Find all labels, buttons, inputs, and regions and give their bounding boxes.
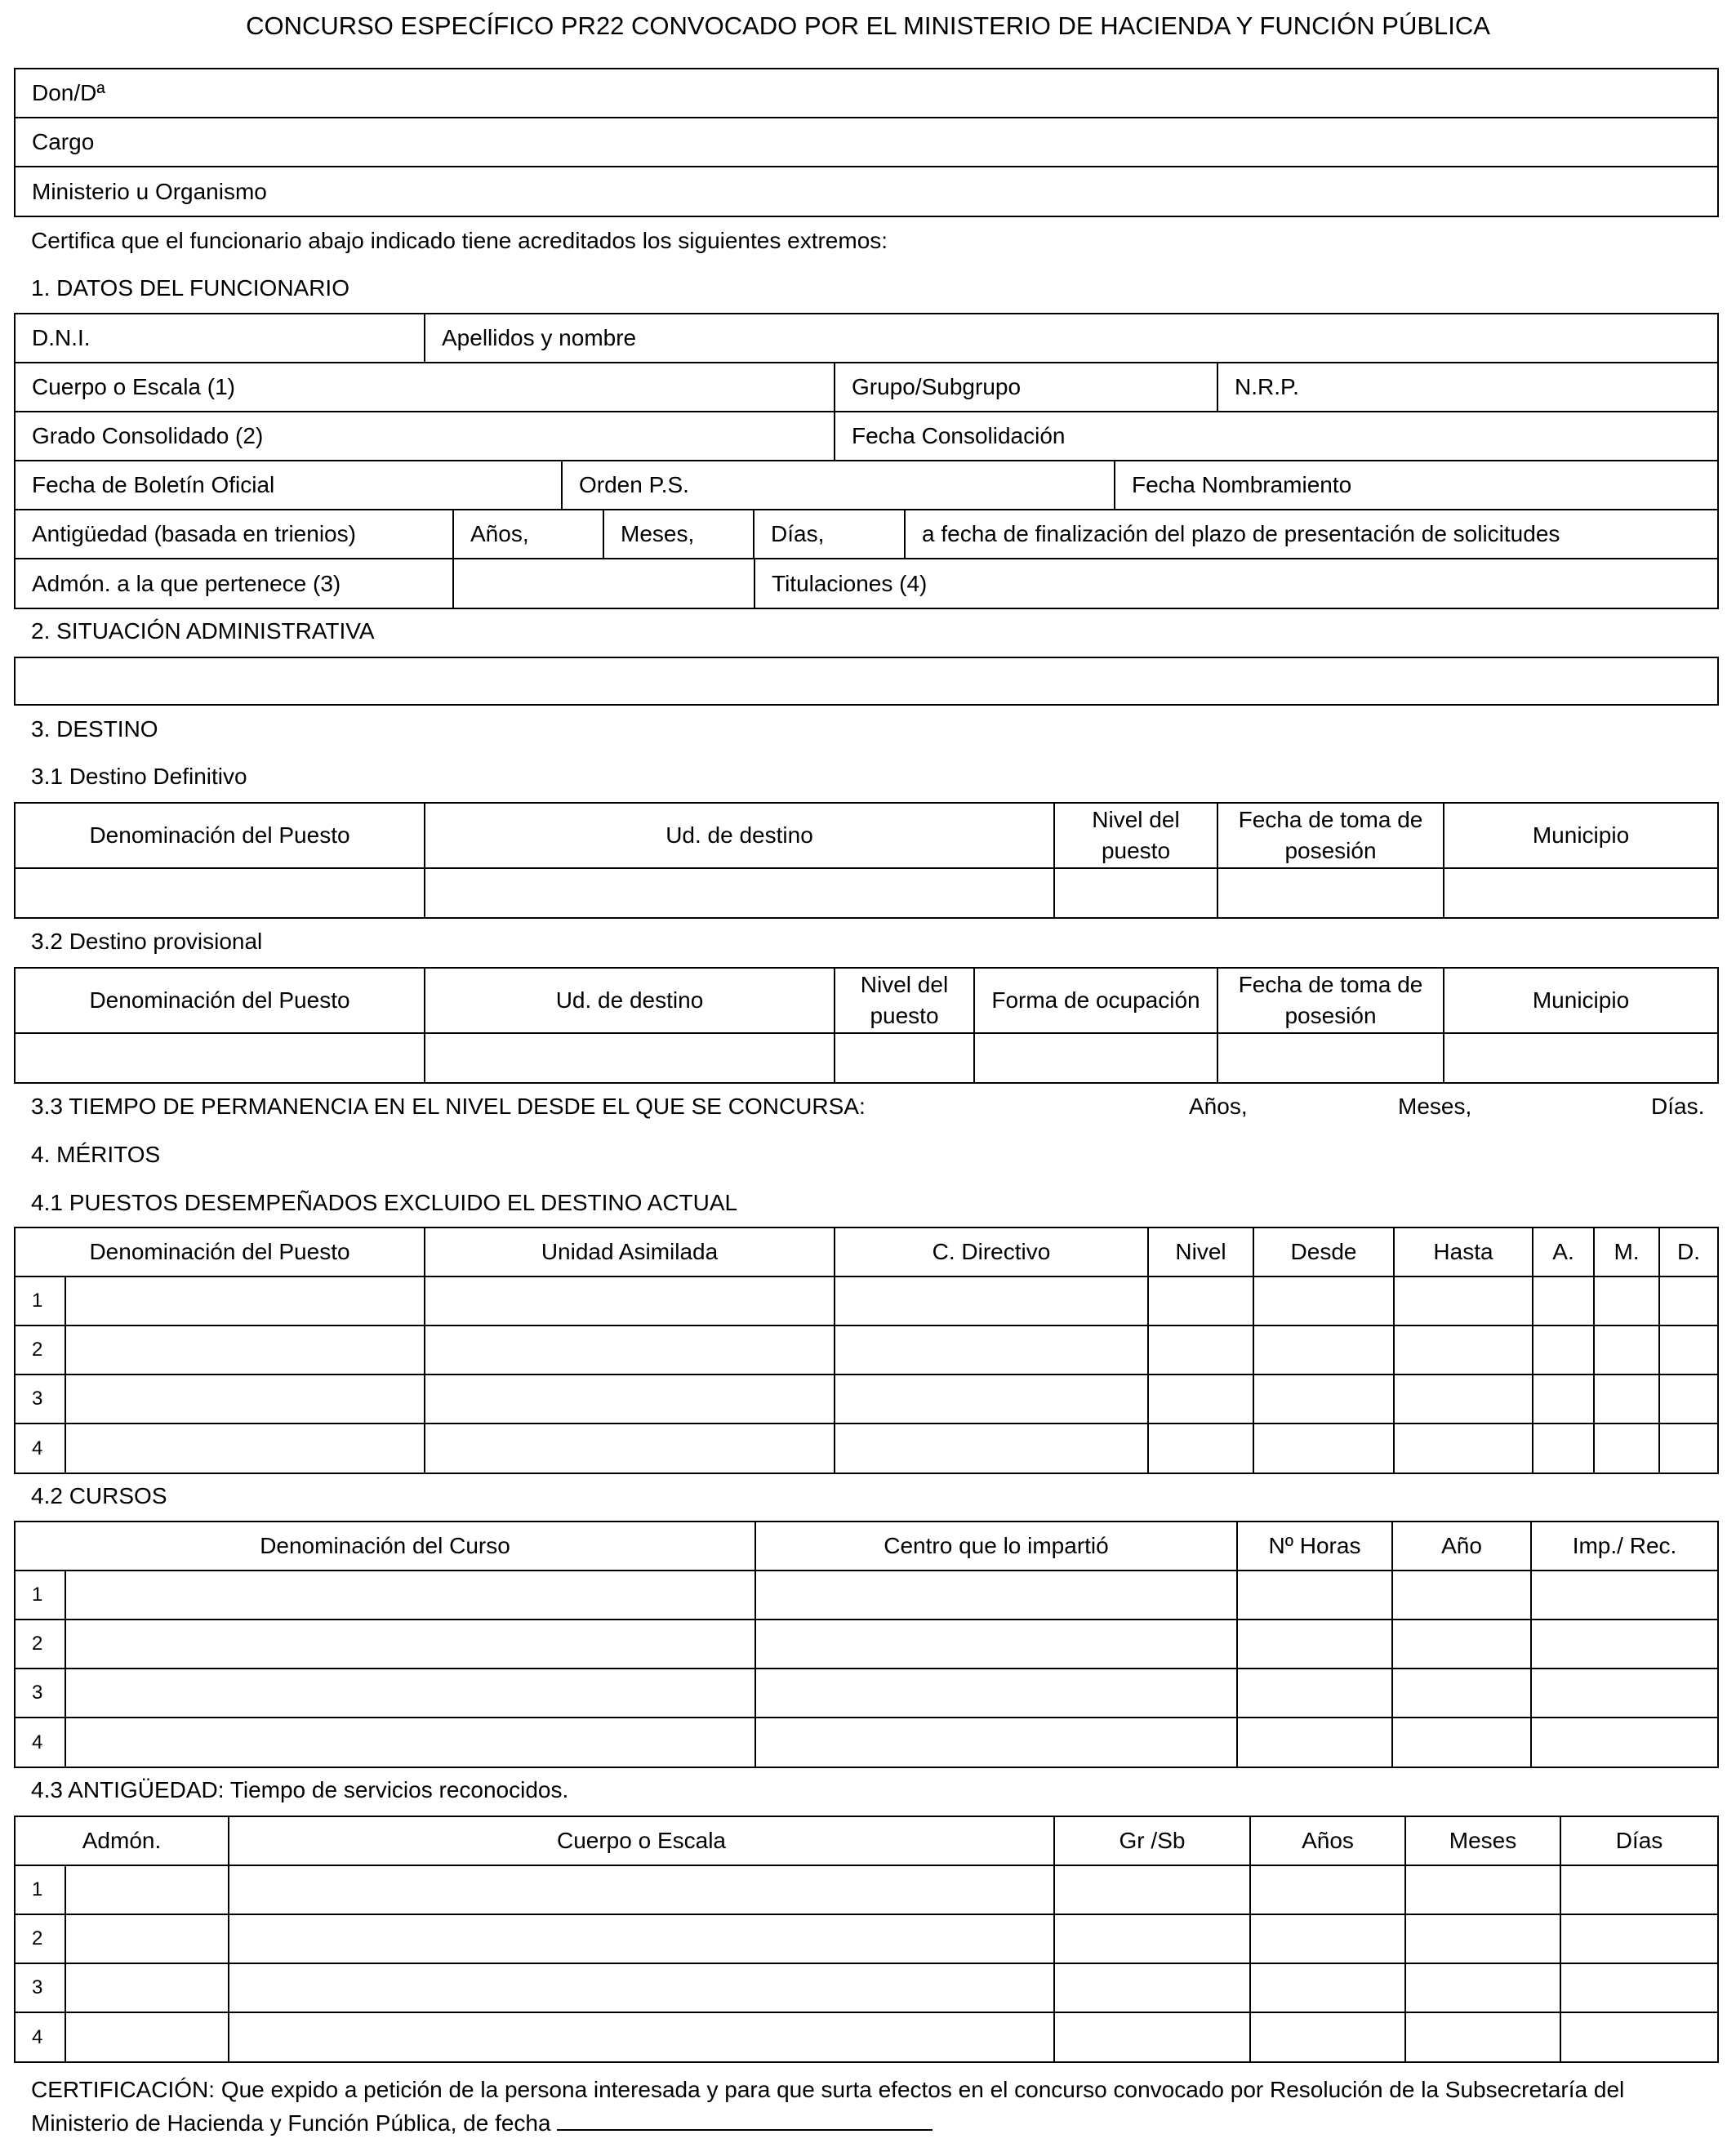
cursos-header-row [16, 1522, 1717, 1571]
puestos-header-desde: Desde [1254, 1228, 1395, 1276]
section1-title: 1. DATOS DEL FUNCIONARIO [31, 275, 349, 301]
antiguedad-grsb-input[interactable] [1055, 1915, 1251, 1963]
table-row [16, 2013, 1717, 2061]
cursos-title: 4.2 CURSOS [31, 1483, 167, 1508]
fecha-nombramiento-field[interactable]: Fecha Nombramiento [1132, 472, 1352, 497]
puestos-header-denominacion: Denominación del Puesto [16, 1228, 425, 1276]
definitivo-denominacion-input[interactable] [16, 869, 425, 917]
antiguedad-meses-input[interactable] [1406, 2013, 1561, 2061]
row-number: 4 [16, 2013, 66, 2061]
puestos-denominacion-input[interactable] [66, 1277, 425, 1325]
provisional-header-ud: Ud. de destino [425, 969, 835, 1032]
don-row [16, 69, 1717, 118]
table-row [16, 1620, 1717, 1669]
antiguedad-anos-input[interactable] [1251, 1964, 1406, 2012]
antiguedad-anos-input[interactable] [1251, 1866, 1406, 1914]
ministerio-field[interactable]: Ministerio u Organismo [32, 178, 267, 204]
permanencia-meses: Meses, [1398, 1094, 1472, 1119]
datos-row-3 [16, 412, 1717, 461]
cursos-ano-input[interactable] [1393, 1571, 1532, 1619]
certifica-text: Certifica que el funcionario abajo indicado tiene acreditados los siguientes extremos: [31, 228, 888, 253]
fecha-boletin-field[interactable]: Fecha de Boletín Oficial [16, 461, 563, 509]
puestos-header-nivel: Nivel [1149, 1228, 1254, 1276]
puestos-a-input[interactable] [1533, 1326, 1595, 1374]
puestos-header-a: A. [1533, 1228, 1595, 1276]
antiguedad-header-row [16, 1817, 1717, 1866]
don-field[interactable]: Don/Dª [32, 80, 105, 105]
puestos-directivo-input[interactable] [835, 1375, 1149, 1423]
cursos-centro-input[interactable] [756, 1669, 1238, 1717]
row-number: 2 [16, 1326, 66, 1374]
puestos-desde-input[interactable] [1254, 1424, 1395, 1473]
table-row [16, 1326, 1717, 1375]
antiguedad-header-meses: Meses [1406, 1817, 1561, 1865]
provisional-header-denominacion: Denominación del Puesto [16, 969, 425, 1032]
row-number: 2 [16, 1915, 66, 1963]
cursos-ano-input[interactable] [1393, 1669, 1532, 1717]
definitivo-header-row [16, 804, 1717, 869]
fecha-consolidacion-field[interactable]: Fecha Consolidación [852, 423, 1066, 448]
puestos-nivel-input[interactable] [1149, 1326, 1254, 1374]
datos-funcionario-box [14, 313, 1719, 609]
certificacion-body: CERTIFICACIÓN: Que expido a petición de la persona interesada y para que surta efectos en el concurso convocado por Resolución de la Subsecretaría del Ministerio de Hacienda y Función Pública, de fecha [31, 2077, 1625, 2136]
antiguedad-dias-input[interactable] [1561, 1866, 1717, 1914]
cursos-imp-input[interactable] [1532, 1669, 1717, 1717]
definitivo-header-municipio: Municipio [1532, 822, 1630, 848]
row-number: 3 [16, 1964, 66, 2012]
a-fecha-text: a fecha de finalización del plazo de presentación de solicitudes [922, 521, 1560, 546]
puestos-denominacion-input[interactable] [66, 1424, 425, 1473]
cursos-denominacion-input[interactable] [66, 1620, 756, 1668]
header-box [14, 68, 1719, 217]
datos-row-4 [16, 461, 1717, 510]
dni-field[interactable]: D.N.I. [16, 314, 425, 362]
puestos-m-input[interactable] [1595, 1375, 1660, 1423]
definitivo-fecha-input[interactable] [1218, 869, 1444, 917]
nrp-field[interactable]: N.R.P. [1235, 374, 1299, 399]
puestos-a-input[interactable] [1533, 1424, 1595, 1473]
puestos-header-row [16, 1228, 1717, 1277]
cursos-horas-input[interactable] [1238, 1718, 1393, 1767]
provisional-header-row [16, 969, 1717, 1034]
cursos-denominacion-input[interactable] [66, 1571, 756, 1619]
table-row [16, 1277, 1717, 1326]
antiguedad-admon-input[interactable] [66, 2013, 229, 2061]
puestos-title: 4.1 PUESTOS DESEMPEÑADOS EXCLUIDO EL DESTINO ACTUAL [31, 1190, 738, 1215]
puestos-desde-input[interactable] [1254, 1326, 1395, 1374]
cargo-row [16, 118, 1717, 167]
puestos-m-input[interactable] [1595, 1326, 1660, 1374]
puestos-unidad-input[interactable] [425, 1424, 835, 1473]
antiguedad-dias-input[interactable] [1561, 2013, 1717, 2061]
grado-field[interactable]: Grado Consolidado (2) [16, 412, 835, 460]
definitivo-header-denominacion: Denominación del Puesto [16, 804, 425, 867]
page-title: CONCURSO ESPECÍFICO PR22 CONVOCADO POR EL MINISTERIO DE HACIENDA Y FUNCIÓN PÚBLICA [246, 11, 1490, 40]
antiguedad-dias-input[interactable] [1561, 1964, 1717, 2012]
puestos-m-input[interactable] [1595, 1277, 1660, 1325]
cursos-header-horas: Nº Horas [1238, 1522, 1393, 1570]
antiguedad-header-anos: Años [1251, 1817, 1406, 1865]
row-number: 4 [16, 1424, 66, 1473]
row-number: 3 [16, 1375, 66, 1423]
cursos-header-centro: Centro que lo impartió [756, 1522, 1238, 1570]
provisional-data-row [16, 1034, 1717, 1082]
cuerpo-field[interactable]: Cuerpo o Escala (1) [16, 363, 835, 411]
puestos-d-input[interactable] [1660, 1375, 1717, 1423]
puestos-header-d: D. [1677, 1239, 1700, 1264]
dias-field[interactable]: Días, [754, 510, 906, 558]
cursos-horas-input[interactable] [1238, 1620, 1393, 1668]
table-row [16, 1669, 1717, 1718]
puestos-unidad-input[interactable] [425, 1277, 835, 1325]
puestos-nivel-input[interactable] [1149, 1277, 1254, 1325]
cursos-denominacion-input[interactable] [66, 1718, 756, 1767]
cursos-ano-input[interactable] [1393, 1620, 1532, 1668]
provisional-ud-input[interactable] [425, 1034, 835, 1082]
cursos-centro-input[interactable] [756, 1718, 1238, 1767]
antiguedad-header-grsb: Gr /Sb [1055, 1817, 1251, 1865]
puestos-header-m: M. [1595, 1228, 1660, 1276]
puestos-d-input[interactable] [1660, 1424, 1717, 1473]
table-row [16, 1375, 1717, 1424]
orden-field[interactable]: Orden P.S. [563, 461, 1115, 509]
antiguedad-title: 4.3 ANTIGÜEDAD: Tiempo de servicios reconocidos. [31, 1777, 569, 1802]
antiguedad-grsb-input[interactable] [1055, 1866, 1251, 1914]
cargo-field[interactable]: Cargo [32, 129, 95, 154]
definitivo-ud-input[interactable] [425, 869, 1055, 917]
antiguedad-grsb-input[interactable] [1055, 2013, 1251, 2061]
cursos-imp-input[interactable] [1532, 1571, 1717, 1619]
cursos-imp-input[interactable] [1532, 1620, 1717, 1668]
puestos-unidad-input[interactable] [425, 1326, 835, 1374]
table-row [16, 1915, 1717, 1964]
definitivo-header-fecha: Fecha de toma de posesión [1218, 804, 1444, 867]
puestos-directivo-input[interactable] [835, 1277, 1149, 1325]
table-row [16, 1571, 1717, 1620]
antiguedad-admon-input[interactable] [66, 1915, 229, 1963]
antiguedad-meses-input[interactable] [1406, 1964, 1561, 2012]
anos-field[interactable]: Años, [454, 510, 604, 558]
cursos-centro-input[interactable] [756, 1620, 1238, 1668]
provisional-fecha-input[interactable] [1218, 1034, 1444, 1082]
cursos-ano-input[interactable] [1393, 1718, 1532, 1767]
puestos-d-input[interactable] [1660, 1326, 1717, 1374]
puestos-nivel-input[interactable] [1149, 1375, 1254, 1423]
admon-label: Admón. a la que pertenece (3) [16, 559, 454, 608]
row-number: 1 [16, 1571, 66, 1619]
puestos-a-input[interactable] [1533, 1277, 1595, 1325]
puestos-desde-input[interactable] [1254, 1375, 1395, 1423]
meses-field[interactable]: Meses, [604, 510, 754, 558]
table-row [16, 1718, 1717, 1767]
antiguedad-meses-input[interactable] [1406, 1866, 1561, 1914]
situacion-field[interactable] [14, 657, 1719, 706]
row-number: 2 [16, 1620, 66, 1668]
provisional-title: 3.2 Destino provisional [31, 929, 263, 954]
antiguedad-cuerpo-input[interactable] [229, 1964, 1055, 2012]
provisional-header-municipio: Municipio [1532, 987, 1630, 1013]
puestos-a-input[interactable] [1533, 1375, 1595, 1423]
permanencia-anos: Años, [1189, 1094, 1248, 1119]
datos-row-5 [16, 510, 1717, 559]
definitivo-nivel-input[interactable] [1055, 869, 1218, 917]
antiguedad-meses-input[interactable] [1406, 1915, 1561, 1963]
cursos-imp-input[interactable] [1532, 1718, 1717, 1767]
cursos-table [14, 1521, 1719, 1768]
cursos-horas-input[interactable] [1238, 1571, 1393, 1619]
provisional-denominacion-input[interactable] [16, 1034, 425, 1082]
puestos-hasta-input[interactable] [1395, 1326, 1533, 1374]
row-number: 4 [16, 1718, 66, 1767]
row-number: 1 [16, 1866, 66, 1914]
cursos-header-imp: Imp./ Rec. [1572, 1533, 1677, 1558]
provisional-municipio-input[interactable] [1444, 1034, 1717, 1082]
row-number: 3 [16, 1669, 66, 1717]
antiguedad-cuerpo-input[interactable] [229, 1915, 1055, 1963]
antiguedad-table [14, 1816, 1719, 2063]
fecha-blank-line[interactable] [557, 2106, 933, 2131]
cursos-header-denominacion: Denominación del Curso [16, 1522, 756, 1570]
puestos-denominacion-input[interactable] [66, 1375, 425, 1423]
antiguedad-admon-input[interactable] [66, 1964, 229, 2012]
puestos-directivo-input[interactable] [835, 1424, 1149, 1473]
antiguedad-cuerpo-input[interactable] [229, 1866, 1055, 1914]
datos-row-6 [16, 559, 1717, 608]
puestos-hasta-input[interactable] [1395, 1277, 1533, 1325]
datos-row-2 [16, 363, 1717, 412]
provisional-table [14, 967, 1719, 1084]
puestos-hasta-input[interactable] [1395, 1375, 1533, 1423]
provisional-header-nivel: Nivel del puesto [835, 969, 975, 1032]
puestos-unidad-input[interactable] [425, 1375, 835, 1423]
antiguedad-header-dias: Días [1615, 1828, 1663, 1853]
cursos-centro-input[interactable] [756, 1571, 1238, 1619]
cursos-header-ano: Año [1393, 1522, 1532, 1570]
puestos-nivel-input[interactable] [1149, 1424, 1254, 1473]
table-row [16, 1424, 1717, 1473]
antiguedad-anos-input[interactable] [1251, 1915, 1406, 1963]
datos-row-1 [16, 314, 1717, 363]
puestos-table [14, 1227, 1719, 1474]
permanencia-label: 3.3 TIEMPO DE PERMANENCIA EN EL NIVEL DESDE EL QUE SE CONCURSA: [31, 1094, 866, 1119]
provisional-header-fecha: Fecha de toma de posesión [1218, 969, 1444, 1032]
puestos-header-directivo: C. Directivo [835, 1228, 1149, 1276]
grupo-field[interactable]: Grupo/Subgrupo [835, 363, 1218, 411]
puestos-header-hasta: Hasta [1395, 1228, 1533, 1276]
puestos-desde-input[interactable] [1254, 1277, 1395, 1325]
antiguedad-dias-input[interactable] [1561, 1915, 1717, 1963]
puestos-d-input[interactable] [1660, 1277, 1717, 1325]
definitivo-data-row [16, 869, 1717, 917]
puestos-hasta-input[interactable] [1395, 1424, 1533, 1473]
definitivo-table [14, 802, 1719, 919]
antiguedad-admon-input[interactable] [66, 1866, 229, 1914]
row-number: 1 [16, 1277, 66, 1325]
admon-field[interactable] [454, 559, 755, 608]
ministerio-row [16, 167, 1717, 216]
puestos-header-unidad: Unidad Asimilada [425, 1228, 835, 1276]
certificacion-text [31, 2074, 1705, 2140]
antiguedad-cuerpo-input[interactable] [229, 2013, 1055, 2061]
puestos-m-input[interactable] [1595, 1424, 1660, 1473]
definitivo-header-ud: Ud. de destino [425, 804, 1055, 867]
section3-title: 3. DESTINO [31, 716, 158, 742]
provisional-nivel-input[interactable] [835, 1034, 975, 1082]
definitivo-title: 3.1 Destino Definitivo [31, 764, 247, 789]
provisional-header-forma: Forma de ocupación [975, 969, 1218, 1032]
antiguedad-field: Antigüedad (basada en trienios) [16, 510, 454, 558]
apellidos-field[interactable]: Apellidos y nombre [442, 325, 637, 350]
antiguedad-grsb-input[interactable] [1055, 1964, 1251, 2012]
puestos-denominacion-input[interactable] [66, 1326, 425, 1374]
permanencia-dias: Días. [1651, 1094, 1705, 1119]
section4-title: 4. MÉRITOS [31, 1142, 161, 1167]
definitivo-municipio-input[interactable] [1444, 869, 1717, 917]
cursos-horas-input[interactable] [1238, 1669, 1393, 1717]
antiguedad-header-cuerpo: Cuerpo o Escala [229, 1817, 1055, 1865]
titulaciones-field[interactable]: Titulaciones (4) [772, 570, 928, 596]
table-row [16, 1866, 1717, 1915]
puestos-directivo-input[interactable] [835, 1326, 1149, 1374]
antiguedad-header-admon: Admón. [16, 1817, 229, 1865]
provisional-forma-input[interactable] [975, 1034, 1218, 1082]
table-row [16, 1964, 1717, 2013]
definitivo-header-nivel: Nivel del puesto [1055, 804, 1218, 867]
cursos-denominacion-input[interactable] [66, 1669, 756, 1717]
section2-title: 2. SITUACIÓN ADMINISTRATIVA [31, 618, 375, 644]
antiguedad-anos-input[interactable] [1251, 2013, 1406, 2061]
